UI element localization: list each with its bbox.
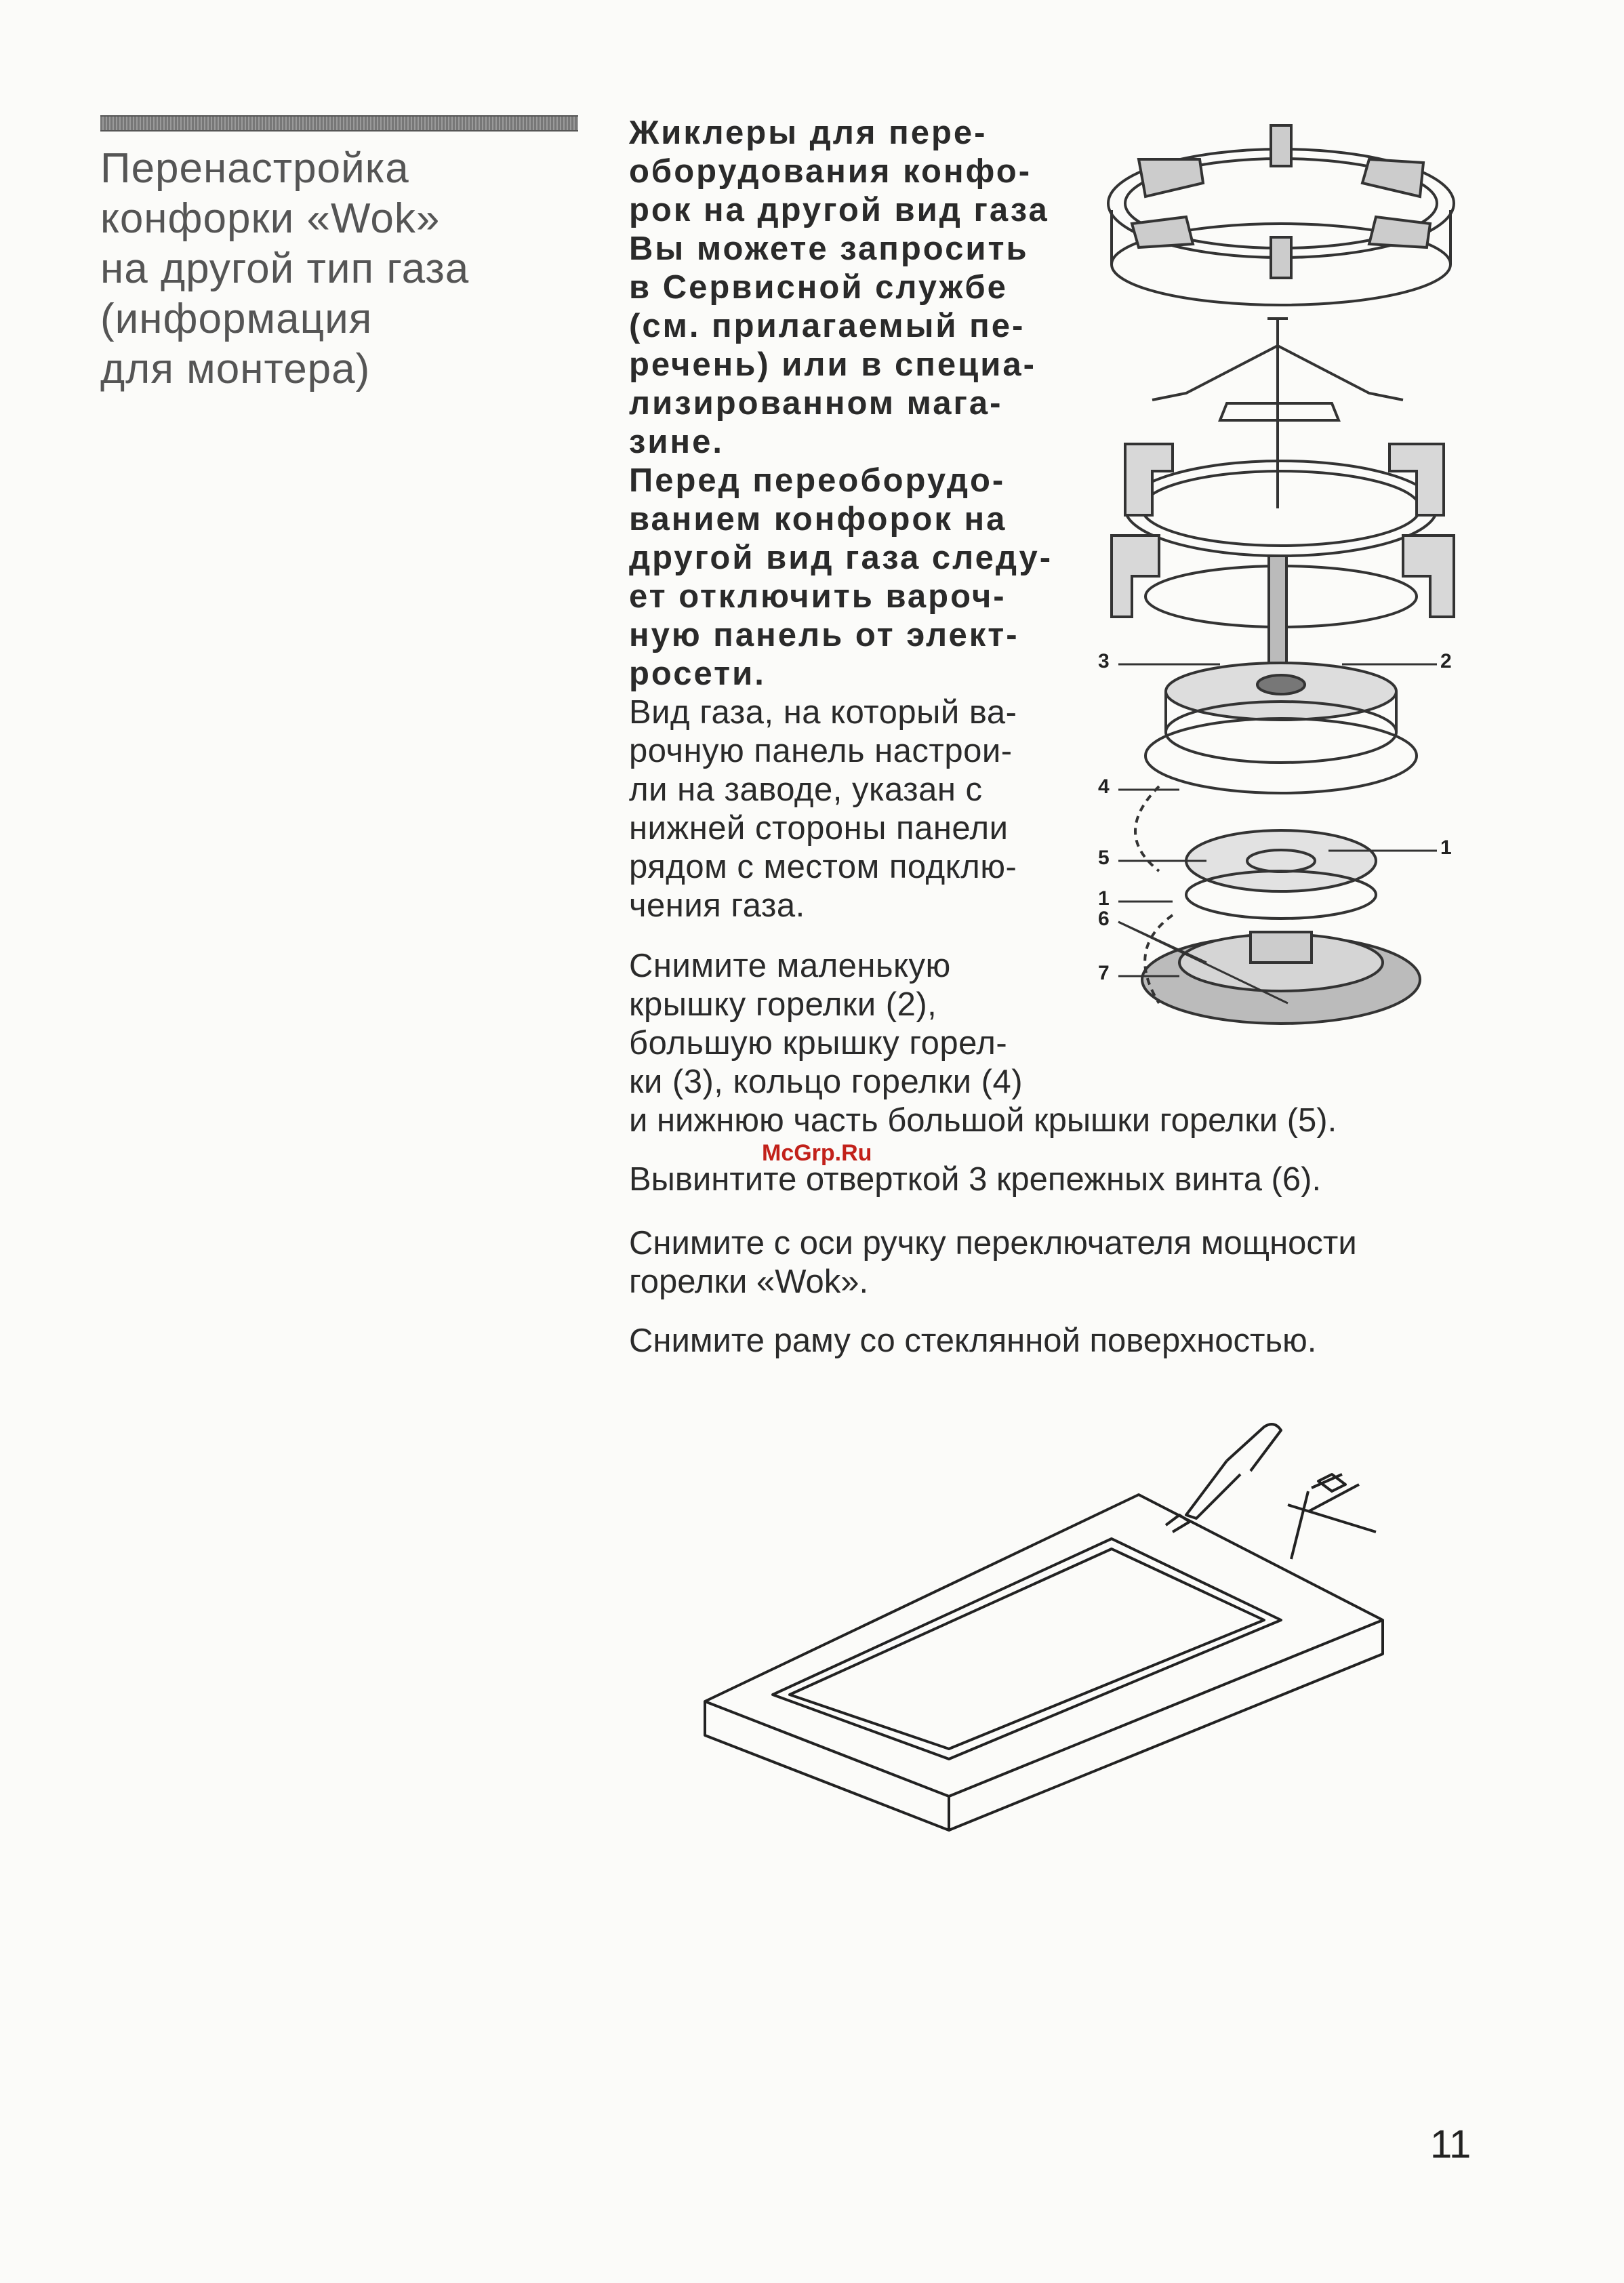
heading-rule xyxy=(100,115,578,132)
wok-pan-support-ring xyxy=(1108,125,1454,305)
body-column-lower xyxy=(629,947,1063,1102)
diagram-label-5: 5 xyxy=(1098,847,1110,869)
burner-caps xyxy=(1135,663,1420,1024)
screwdriver-flat-icon xyxy=(1166,1424,1281,1532)
diagram-label-2: 2 xyxy=(1440,650,1452,672)
page-number: 11 xyxy=(1430,2122,1471,2166)
cooktop-side-face xyxy=(949,1620,1383,1830)
paragraph-gas-type-location: Вид газа, на который ва- рочную панель настрои- ли на заводе, указан с нижней стороны панели рядом с местом подклю- чения газа. xyxy=(629,694,1017,924)
diagram-label-6: 6 xyxy=(1098,908,1110,930)
cooktop-top-face xyxy=(705,1495,1383,1796)
paragraph-disconnect-warning: Перед переоборудо- ванием конфорок на другой вид газа следу- ет отключить вароч- ную панель от элект- росети. xyxy=(629,462,1053,692)
diagram-label-1-top: 1 xyxy=(1440,836,1452,859)
page-title: Перенастройка конфорки «Wok» на другой тип газа (информация для монтера) xyxy=(100,145,470,392)
paragraph-remove-covers-cont: и нижнюю часть большой крышки горелки (5). xyxy=(629,1102,1337,1139)
diagram-label-3: 3 xyxy=(1098,650,1110,672)
watermark: McGrp.Ru xyxy=(762,1140,872,1166)
paragraph-nozzles: Жиклеры для пере- оборудования конфо- рок на другой вид газа Вы можете запросить в Сервисной службе (см. прилагаемый пе- речень) или в специа- лизированном мага- зине. xyxy=(629,115,1049,460)
paragraph-remove-covers: Снимите маленькую крышку горелки (2), большую крышку горел- ки (3), кольцо горелки (4) xyxy=(629,948,1023,1100)
diagram-label-7: 7 xyxy=(1098,962,1110,984)
paragraph-remove-frame: Снимите раму со стеклянной поверхностью. xyxy=(629,1322,1317,1359)
diagram-label-4: 4 xyxy=(1098,775,1110,798)
burner-frame xyxy=(1112,444,1454,671)
paragraph-remove-knob: Снимите с оси ручку переключателя мощности горелки «Wok». xyxy=(629,1225,1357,1300)
diagram-label-1-bottom: 1 xyxy=(1098,887,1110,910)
body-column xyxy=(629,114,1063,925)
cooktop-front-face xyxy=(705,1701,949,1830)
glass-frame-removal-illustration xyxy=(698,1417,1450,1837)
paragraph-unscrew: Вывинтите отверткой 3 крепежных винта (6). xyxy=(629,1161,1322,1198)
wok-burner-exploded-diagram xyxy=(1084,102,1491,1078)
screwdriver-cross-icon xyxy=(1288,1474,1376,1559)
